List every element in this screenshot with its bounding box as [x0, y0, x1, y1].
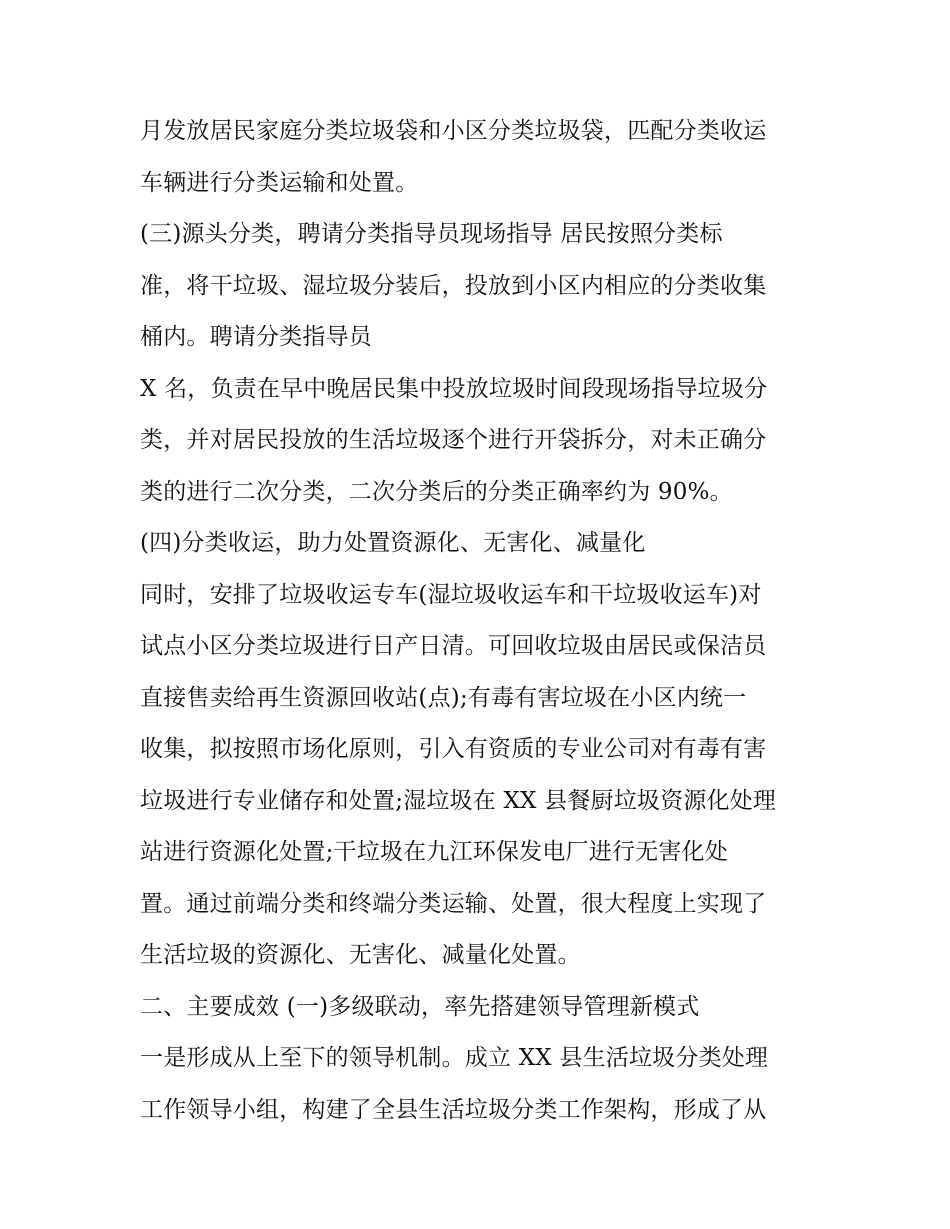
text-line: 一是形成从上至下的领导机制。成立 XX 县生活垃圾分类处理: [140, 1045, 769, 1071]
text-line: 工作领导小组，构建了全县生活垃圾分类工作架构，形成了从: [140, 1096, 767, 1123]
text-line: 月发放居民家庭分类垃圾袋和小区分类垃圾袋，匹配分类收运: [140, 118, 767, 144]
text-line: 车辆进行分类运输和处置。: [140, 169, 419, 196]
section-heading-4: (四)分类收运，助力处置资源化、无害化、减量化: [140, 530, 646, 556]
text-line: 类，并对居民投放的生活垃圾逐个进行开袋拆分，对未正确分: [140, 427, 767, 453]
text-line: 置。通过前端分类和终端分类运输、处置，很大程度上实现了: [140, 890, 767, 917]
text-line: 试点小区分类垃圾进行日产日清。可回收垃圾由居民或保洁员: [140, 633, 767, 659]
text-line: X 名，负责在早中晚居民集中投放垃圾时间段现场指导垃圾分: [140, 375, 768, 402]
text-line: 类的进行二次分类，二次分类后的分类正确率约为 90%。: [140, 478, 733, 505]
text-line: 站进行资源化处置;干垃圾在九江环保发电厂进行无害化处: [140, 839, 728, 865]
text-line: 准，将干垃圾、湿垃圾分装后，投放到小区内相应的分类收集: [140, 272, 767, 299]
text-line: 生活垃圾的资源化、无害化、减量化处置。: [140, 942, 581, 968]
text-line: 直接售卖给再生资源回收站(点);有毒有害垃圾在小区内统一: [140, 684, 747, 711]
text-line: 收集，拟按照市场化原则，引入有资质的专业公司对有毒有害: [140, 736, 767, 762]
text-line: 桶内。聘请分类指导员: [140, 324, 372, 350]
text-line: 同时，安排了垃圾收运专车(湿垃圾收运车和干垃圾收运车)对: [140, 581, 762, 608]
section-heading-main-results: 二、主要成效 (一)多级联动，率先搭建领导管理新模式: [140, 993, 700, 1020]
body-text: [140, 106, 830, 1136]
section-heading-3: (三)源头分类，聘请分类指导员现场指导 居民按照分类标: [140, 221, 723, 247]
text-line: 垃圾进行专业储存和处置;湿垃圾在 XX 县餐厨垃圾资源化处理: [140, 787, 777, 814]
